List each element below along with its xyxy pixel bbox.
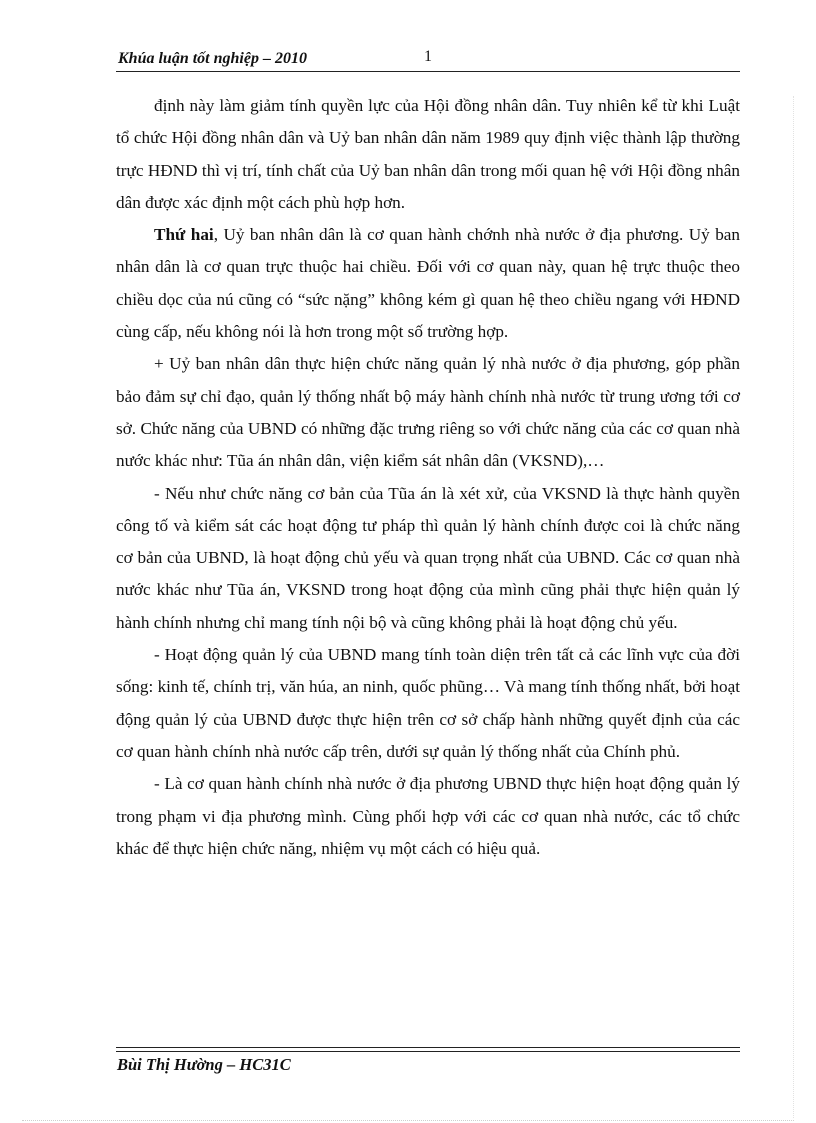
header-rule: [116, 71, 740, 72]
page-number: 1: [424, 48, 432, 65]
paragraph-2-text: , Uỷ ban nhân dân là cơ quan hành chớnh nhà nước ở địa phương. Uỷ ban nhân dân là cơ quan trực thuộc hai chiều. Đối với cơ quan này, quan hệ trực thuộc theo chiều dọc của nú cũng có “sức nặng” không kém gì quan hệ theo chiều ngang với HĐND cùng cấp, nếu không nói là hơn trong một số trường hợp.: [116, 225, 741, 342]
page-border-bottom: [22, 1120, 794, 1121]
header-title: Khúa luận tốt nghiệp – 2010: [118, 50, 307, 67]
paragraph-3: + Uỷ ban nhân dân thực hiện chức năng quản lý nhà nước ở địa phương, góp phần bảo đảm sự chỉ đạo, quản lý thống nhất bộ máy hành chính nhà nước từ trung ương tới cơ sở. Chức năng của UBND có những đặc trưng riêng so với chức năng của các cơ quan nhà nước khác như: Tũa án nhân dân, viện kiểm sát nhân dân (VKSND),…: [116, 354, 740, 471]
paragraph-4: - Nếu như chức năng cơ bản của Tũa án là xét xử, của VKSND là thực hành quyền công tố và kiểm sát các hoạt động tư pháp thì quản lý hành chính được coi là chức năng cơ bản của UBND, là hoạt động chủ yếu và quan trọng nhất của UBND. Các cơ quan nhà nước khác như Tũa án, VKSND trong hoạt động của mình cũng phải thực hiện quản lý hành chính nhưng chỉ mang tính nội bộ và cũng không phải là hoạt động chủ yếu.: [116, 483, 740, 632]
paragraph-2-lead: Thứ hai: [154, 225, 214, 245]
paragraph-5: - Hoạt động quản lý của UBND mang tính toàn diện trên tất cả các lĩnh vực của đời sống: kinh tế, chính trị, văn húa, an ninh, quốc phũng… Và mang tính thống nhất, bởi hoạt động quản lý của UBND được thực hiện trên cơ sở chấp hành những quyết định của các cơ quan hành chính nhà nước cấp trên, dưới sự quản lý thống nhất của Chính phủ.: [116, 645, 740, 761]
footer-rule-bottom: [116, 1051, 740, 1052]
paragraph-2: [116, 219, 740, 348]
page-header: [116, 46, 740, 72]
page-border-right: [793, 96, 794, 1118]
footer-author: Bùi Thị Hường – HC31C: [117, 1055, 291, 1074]
paragraph-6: - Là cơ quan hành chính nhà nước ở địa phương UBND thực hiện hoạt động quản lý trong phạm vi địa phương mình. Cùng phối hợp với các cơ quan nhà nước, các tổ chức khác để thực hiện chức năng, nhiệm vụ một cách có hiệu quả.: [116, 774, 740, 858]
footer-rule-top: [116, 1047, 740, 1048]
paragraph-1: định này làm giảm tính quyền lực của Hội đồng nhân dân. Tuy nhiên kể từ khi Luật tổ chức Hội đồng nhân dân và Uỷ ban nhân dân năm 1989 quy định việc thành lập thường trực HĐND thì vị trí, tính chất của Uỷ ban nhân dân trong mối quan hệ với Hội đồng nhân dân được xác định một cách phù hợp hơn.: [116, 96, 740, 212]
body-text: [116, 90, 740, 865]
